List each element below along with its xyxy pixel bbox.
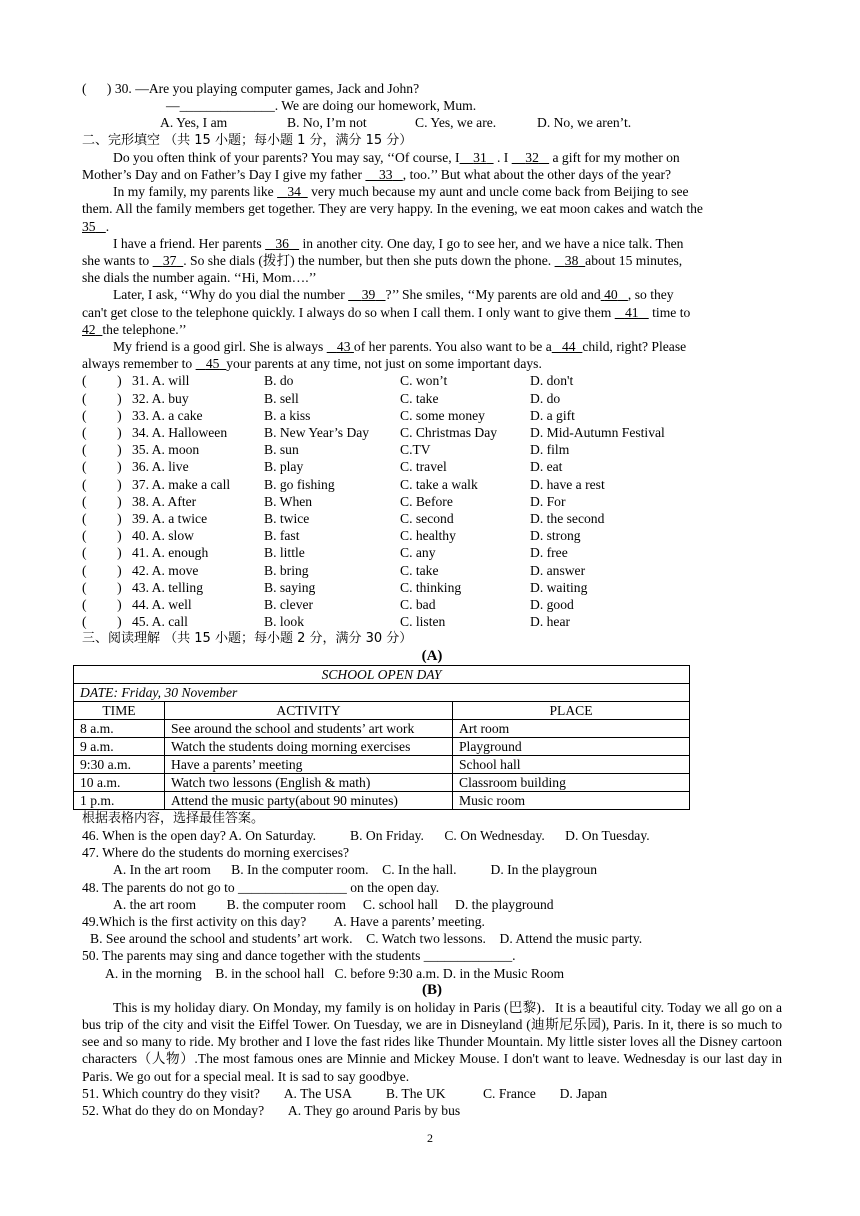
cloze-question-row — [82, 562, 782, 579]
text: in another city. One day, I go to see her, and we have a nice talk. Then — [302, 235, 684, 251]
option-b: B. sell — [264, 390, 299, 406]
place-cell: School hall — [453, 755, 690, 773]
blank-42 — [82, 322, 102, 337]
cloze-question-row — [82, 407, 782, 424]
cloze-question-row — [82, 390, 782, 407]
text: very much because my aunt and uncle come back from Beijing to see — [311, 184, 689, 200]
cloze-paragraph-3-cont — [82, 252, 782, 269]
question-49: 49.Which is the first activity on this day? A. Have a parents’ meeting. — [82, 913, 485, 929]
text: Mother’s Day and on Father’s Day I give my father — [82, 167, 362, 182]
table-title: SCHOOL OPEN DAY — [74, 665, 690, 683]
option-d: D. the second — [530, 511, 605, 527]
option-c: C. thinking — [400, 579, 462, 595]
option-c: C. any — [400, 545, 436, 561]
question-30-stem: ( ) 30. —Are you playing computer games, Jack and John? — [82, 81, 420, 96]
question-50-options: A. in the morning B. in the school hall C. before 9:30 a.m. D. in the Music Room — [105, 965, 565, 981]
passage-b: This is my holiday diary. On Monday, my family is on holiday in Paris (巴黎)．It is a beautiful city. Today we all go on a bus trip of the city and visit the Eiffel Tower. On Tuesday, we are in Disneyland (迪斯尼乐园), Paris. In it, there is so much to see and so many to ride. My brother and I love the fast rides like Thunder Mountain. My little sister loves all the Disney cartoon characters（人物）.The most famous ones are Minnie and Mickey Mouse. I don't want to leave. Wednesday is our last day in Paris. We go out for a special meal. It is sad to say goodbye. — [82, 999, 782, 1084]
question-47-options: A. In the art room B. In the computer room. C. In the hall. D. In the playgroun — [113, 862, 597, 878]
time-cell: 8 a.m. — [74, 719, 165, 737]
cloze-heading: 二、完形填空 （共 15 小题；每小题 1 分，满分 15 分） — [82, 132, 413, 148]
cloze-question-row — [82, 527, 782, 544]
option-d: D. waiting — [530, 579, 588, 595]
answer-parentheses: ( ) — [82, 579, 122, 595]
answer-parentheses: ( ) — [82, 425, 122, 441]
cloze-paragraph-3-end: she dials the number again. ‘‘Hi, Mom….’’ — [82, 270, 317, 286]
cloze-question-row — [82, 441, 782, 458]
text: always remember to — [82, 356, 193, 372]
blank-number: 33 — [379, 167, 393, 182]
option-c: C. travel — [400, 459, 447, 475]
option-c: C. take a walk — [400, 476, 478, 492]
option-b: B. bring — [264, 562, 309, 578]
answer-parentheses: ( ) — [82, 442, 122, 458]
option-d: D. a gift — [530, 407, 575, 423]
option-c: C. second — [400, 511, 454, 527]
text: she wants to — [82, 253, 150, 269]
blank-40 — [601, 287, 628, 302]
option-b: B. little — [264, 545, 305, 561]
text: Later, I ask, ‘‘Why do you dial the number — [113, 287, 345, 303]
time-cell: 1 p.m. — [74, 791, 165, 809]
blank-number: 41 — [624, 304, 639, 320]
blank-34 — [277, 184, 308, 199]
cloze-paragraph-5 — [82, 338, 782, 355]
blank-44 — [552, 339, 583, 354]
activity-cell: See around the school and students’ art work — [165, 719, 453, 737]
cloze-paragraph-4-end — [82, 321, 782, 338]
blank-number: 37 — [162, 253, 177, 269]
blank-37 — [153, 253, 184, 268]
text: your parents at any time, not just on some important days. — [226, 356, 542, 372]
option-b: B. fast — [264, 528, 300, 544]
answer-parentheses: ( ) — [82, 459, 122, 475]
option-b: B. clever — [264, 597, 314, 613]
cloze-paragraph-1 — [82, 149, 782, 166]
text: My friend is a good girl. She is always — [113, 339, 324, 355]
activity-cell: Have a parents’ meeting — [165, 755, 453, 773]
question-30-options — [82, 114, 782, 131]
page-number: 2 — [427, 1131, 433, 1145]
text: can't get close to the telephone quickly. I always do so when I call them. I only want to give them — [82, 304, 612, 320]
question-52: 52. What do they do on Monday? A. They go around Paris by bus — [82, 1102, 461, 1118]
cloze-question-row — [82, 579, 782, 596]
cloze-question-row — [82, 544, 782, 561]
option-b: B. look — [264, 614, 305, 630]
cloze-paragraph-2-end — [82, 218, 782, 235]
text: Do you often think of your parents? You may say, ‘‘Of course, I — [113, 149, 460, 165]
option-d: D. have a rest — [530, 476, 605, 492]
option-b: B. go fishing — [264, 476, 335, 492]
option-a: A. Yes, I am — [160, 115, 228, 131]
cloze-question-row — [82, 458, 782, 475]
option-b: B. play — [264, 459, 304, 475]
time-cell: 9:30 a.m. — [74, 755, 165, 773]
blank-number: 43 — [336, 339, 351, 355]
option-c: C. Yes, we are. — [415, 115, 497, 131]
answer-parentheses: ( ) — [82, 493, 122, 509]
blank-41 — [615, 305, 649, 320]
cloze-question-row — [82, 596, 782, 613]
question-51: 51. Which country do they visit? A. The USA B. The UK C. France D. Japan — [82, 1085, 608, 1101]
cloze-paragraph-2-cont: them. All the family members get together. They are very happy. In the evening, we eat moon cakes and watch the — [82, 201, 703, 217]
option-a: 43. A. telling — [132, 579, 203, 595]
answer-parentheses: ( ) — [82, 528, 122, 544]
text: . — [105, 218, 110, 234]
option-c: C. healthy — [400, 528, 456, 544]
dash: — — [166, 98, 180, 114]
option-c: C. listen — [400, 614, 446, 630]
cloze-options-list — [82, 372, 782, 630]
answer-parentheses: ( ) — [82, 614, 122, 630]
answer-parentheses: ( ) — [82, 562, 122, 578]
text: about 15 minutes, — [585, 253, 683, 269]
option-a: 31. A. will — [132, 373, 190, 389]
cloze-question-row — [82, 613, 782, 630]
option-d: D. answer — [530, 562, 586, 578]
blank-number: 39 — [361, 287, 376, 303]
answer-parentheses: ( ) — [82, 597, 122, 613]
question-48: 48. The parents do not go to ________________ on the open day. — [82, 879, 440, 895]
answer-parentheses: ( ) — [82, 390, 122, 406]
blank-43 — [327, 339, 354, 354]
option-d: D. eat — [530, 459, 563, 475]
text: . I — [496, 149, 509, 165]
option-b: B. New Year’s Day — [264, 425, 370, 441]
table-row — [74, 755, 690, 773]
answer-parentheses: ( ) — [82, 511, 122, 527]
blank-number: 34 — [287, 184, 301, 200]
option-c: C. take — [400, 390, 439, 406]
answer-parentheses: ( ) — [82, 407, 122, 423]
place-cell: Classroom building — [453, 773, 690, 791]
question-46: 46. When is the open day? A. On Saturday. B. On Friday. C. On Wednesday. D. On Tuesday. — [82, 827, 650, 843]
option-d: D. do — [530, 390, 561, 406]
option-b: B. do — [264, 373, 294, 389]
blank-33 — [365, 167, 402, 182]
option-d: D. No, we aren’t. — [537, 115, 632, 131]
option-d: D. Mid-Autumn Festival — [530, 425, 665, 441]
section-b-title: (B) — [422, 981, 442, 998]
text: I have a friend. Her parents — [113, 235, 262, 251]
schedule-table — [73, 665, 690, 810]
section-a-title: (A) — [421, 647, 443, 664]
text: , too.’’ But what about the other days of the year? — [402, 167, 672, 182]
schedule-body — [74, 719, 690, 809]
option-a: 41. A. enough — [132, 545, 209, 561]
time-cell: 10 a.m. — [74, 773, 165, 791]
option-b: B. saying — [264, 579, 316, 595]
cloze-paragraph-3 — [82, 235, 782, 252]
question-50: 50. The parents may sing and dance together with the students _____________. — [82, 948, 516, 964]
option-a: 32. A. buy — [132, 390, 189, 406]
option-c: C. Before — [400, 493, 453, 509]
blank-number: 36 — [275, 235, 289, 251]
column-header: TIME — [74, 701, 165, 719]
cloze-question-row — [82, 476, 782, 493]
cloze-paragraph-4-cont — [82, 304, 782, 321]
option-c: C. Christmas Day — [400, 425, 498, 441]
reading-instruction: 根据表格内容，选择最佳答案。 — [82, 810, 265, 826]
option-a: 33. A. a cake — [132, 407, 203, 423]
column-header: ACTIVITY — [165, 701, 453, 719]
blank-number: 45 — [205, 356, 220, 372]
answer-parentheses: ( ) — [82, 545, 122, 561]
text: , so they — [627, 287, 674, 303]
option-a: 42. A. move — [132, 562, 199, 578]
option-a: 39. A. a twice — [132, 511, 208, 527]
blank-number: 31 — [473, 149, 487, 165]
activity-cell: Attend the music party(about 90 minutes) — [165, 791, 453, 809]
option-c: C. some money — [400, 407, 485, 423]
option-d: D. good — [530, 597, 574, 613]
option-a: 44. A. well — [132, 597, 192, 613]
table-row — [74, 791, 690, 809]
blank-number: 40 — [604, 287, 618, 303]
blank-number: 35 — [82, 218, 96, 234]
activity-cell: Watch the students doing morning exercises — [165, 737, 453, 755]
option-a: 37. A. make a call — [132, 476, 231, 492]
option-c: C.TV — [400, 442, 431, 458]
text: a gift for my mother on — [552, 149, 680, 165]
text: time to — [652, 304, 691, 320]
option-a: 38. A. After — [132, 493, 197, 509]
text: the telephone.’’ — [102, 321, 187, 337]
table-header-row — [74, 701, 690, 719]
option-d: D. strong — [530, 528, 581, 544]
option-c: C. bad — [400, 597, 436, 613]
blank-35 — [82, 219, 106, 234]
option-a: 45. A. call — [132, 614, 188, 630]
cloze-question-row — [82, 424, 782, 441]
option-a: 35. A. moon — [132, 442, 200, 458]
option-a: 34. A. Halloween — [132, 425, 228, 441]
answer-parentheses: ( ) — [82, 476, 122, 492]
answer-blank: ______________ — [179, 98, 275, 114]
blank-36 — [265, 236, 299, 251]
cloze-question-row — [82, 372, 782, 389]
question-48-options: A. the art room B. the computer room C. school hall D. the playground — [113, 896, 554, 912]
table-row — [74, 773, 690, 791]
blank-number: 44 — [561, 339, 576, 355]
option-c: C. won’t — [400, 373, 448, 389]
option-d: D. free — [530, 545, 568, 561]
table-row — [74, 737, 690, 755]
place-cell: Art room — [453, 719, 690, 737]
cloze-question-row — [82, 493, 782, 510]
blank-number: 32 — [525, 149, 539, 165]
option-b: B. a kiss — [264, 407, 311, 423]
activity-cell: Watch two lessons (English & math) — [165, 773, 453, 791]
table-row — [74, 719, 690, 737]
place-cell: Music room — [453, 791, 690, 809]
option-d: D. hear — [530, 614, 571, 630]
blank-31 — [460, 150, 494, 165]
exam-page — [82, 80, 782, 1119]
blank-32 — [512, 150, 549, 165]
blank-39 — [348, 287, 385, 302]
blank-number: 42 — [82, 321, 96, 337]
option-c: C. take — [400, 562, 439, 578]
cloze-paragraph-1-cont — [82, 166, 782, 183]
reading-heading: 三、阅读理解 （共 15 小题；每小题 2 分，满分 30 分） — [82, 631, 413, 647]
time-cell: 9 a.m. — [74, 737, 165, 755]
option-b: B. When — [264, 493, 313, 509]
cloze-question-row — [82, 510, 782, 527]
option-b: B. twice — [264, 511, 310, 527]
option-b: B. No, I’m not — [287, 115, 367, 131]
table-date: DATE: Friday, 30 November — [74, 683, 690, 701]
text: of her parents. You also want to be a — [353, 339, 552, 355]
column-header: PLACE — [453, 701, 690, 719]
option-d: D. film — [530, 442, 570, 458]
text: ?’’ She smiles, ‘‘My parents are old and — [385, 287, 601, 303]
dialog-text: . We are doing our homework, Mum. — [274, 98, 477, 114]
option-a: 36. A. live — [132, 459, 189, 475]
cloze-paragraph-5-cont — [82, 355, 782, 372]
cloze-paragraph-4 — [82, 286, 782, 303]
question-30-dialog — [82, 97, 782, 114]
question-47: 47. Where do the students do morning exercises? — [82, 845, 350, 861]
option-d: D. For — [530, 493, 566, 509]
option-d: D. don't — [530, 373, 574, 389]
option-b: B. sun — [264, 442, 299, 458]
blank-number: 38 — [564, 253, 579, 269]
text: child, right? Please — [582, 339, 687, 355]
cloze-paragraph-2 — [82, 183, 782, 200]
answer-parentheses: ( ) — [82, 373, 122, 389]
text: . So she dials (拨打) the number, but then she puts down the phone. — [183, 253, 552, 269]
place-cell: Playground — [453, 737, 690, 755]
text: In my family, my parents like — [113, 184, 274, 200]
question-49-options: B. See around the school and students’ art work. C. Watch two lessons. D. Attend the music party. — [90, 931, 643, 947]
blank-45 — [196, 356, 227, 371]
blank-38 — [555, 253, 586, 268]
option-a: 40. A. slow — [132, 528, 194, 544]
